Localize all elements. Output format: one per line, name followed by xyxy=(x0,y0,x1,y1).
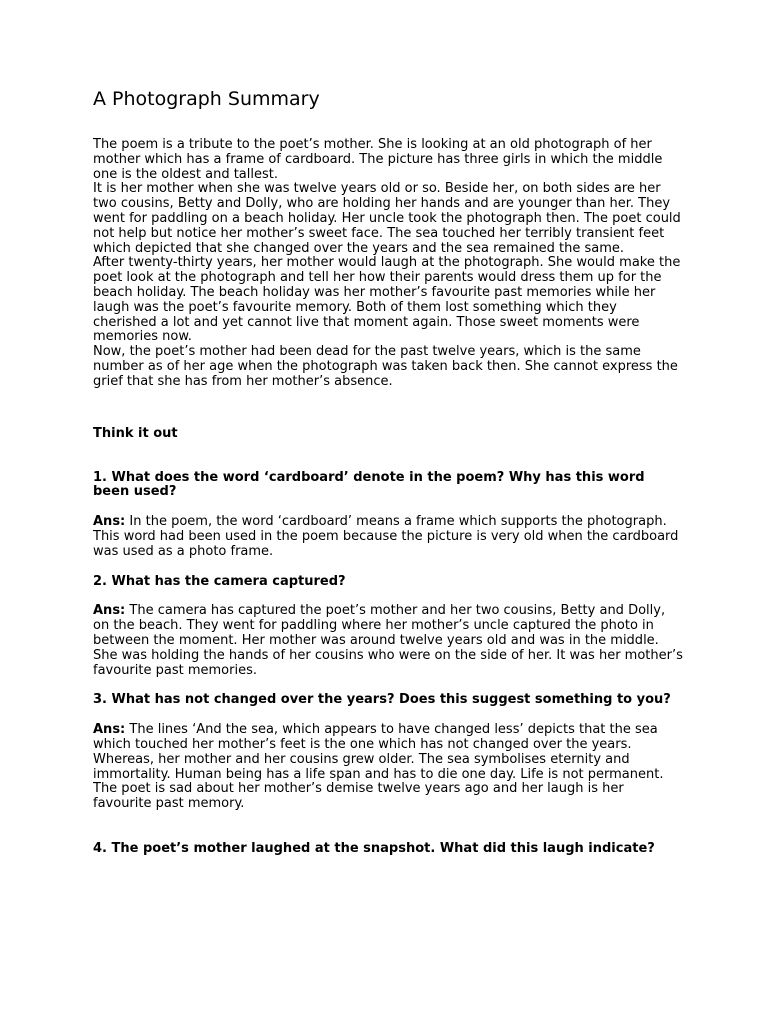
ans-label: Ans: xyxy=(93,722,126,738)
question-3: 3. What has not changed over the years? Does this suggest something to you? xyxy=(93,692,671,708)
summary-section xyxy=(93,138,683,390)
summary-paragraph: Now, the poet’s mother had been dead for the past twelve years, which is the same number as of her age when the photograph was taken back then. She cannot express the grief that she has from her mother’s absence. xyxy=(93,344,678,389)
answer-3 xyxy=(93,723,683,812)
answer-1 xyxy=(93,515,683,559)
ans-label: Ans: xyxy=(93,514,126,530)
qa-section xyxy=(93,471,683,857)
answer-text: The camera has captured the poet’s mother and her two cousins, Betty and Dolly, on the beach. They went for paddling where her mother’s uncle captured the photo in between the moment. Her mother was around twelve years old and was in the middle. She was holding the hands of her cousins who were on the side of her. It was her mother’s favourite past memories. xyxy=(93,603,683,678)
answer-text: The lines ‘And the sea, which appears to have changed less’ depicts that the sea which touched her mother’s feet is the one which has not changed over the years. Whereas, her mother and her cousins grew older. The sea symbolises eternity and immortality. Human being has a life span and has to die one day. Life is not permanent. The poet is sad about her mother’s demise twelve years ago and her laugh is her favourite past memory. xyxy=(93,722,664,812)
question-4: 4. The poet’s mother laughed at the snapshot. What did this laugh indicate? xyxy=(93,840,655,856)
question-1: 1. What does the word ‘cardboard’ denote in the poem? Why has this word been used? xyxy=(93,469,645,500)
answer-2 xyxy=(93,604,683,678)
page-title: A Photograph Summary xyxy=(93,88,320,110)
summary-paragraph: After twenty-thirty years, her mother would laugh at the photograph. She would make the poet look at the photograph and tell her how their parents would dress them up for the beach holiday. The beach holiday was her mother’s favourite past memories while her laugh was the poet’s favourite memory. Both of them lost something which they cherished a lot and yet cannot live that moment again. Those sweet moments were memories now. xyxy=(93,255,681,345)
ans-label: Ans: xyxy=(93,603,126,619)
answer-text: In the poem, the word ‘cardboard’ means a frame which supports the photograph. This word had been used in the poem because the picture is very old when the cardboard was used as a photo frame. xyxy=(93,514,679,559)
summary-paragraph: The poem is a tribute to the poet’s mother. She is looking at an old photograph of her mother which has a frame of cardboard. The picture has three girls in which the middle one is the oldest and tallest. xyxy=(93,137,663,182)
think-it-out-heading: Think it out xyxy=(93,425,178,441)
document-page xyxy=(93,86,683,872)
summary-paragraph: It is her mother when she was twelve years old or so. Beside her, on both sides are her two cousins, Betty and Dolly, who are holding her hands and are younger than her. They went for paddling on a beach holiday. Her uncle took the photograph then. The poet could not help but notice her mother’s sweet face. The sea touched her terribly transient feet which depicted that she changed over the years and the sea remained the same. xyxy=(93,181,681,256)
question-2: 2. What has the camera captured? xyxy=(93,573,346,589)
